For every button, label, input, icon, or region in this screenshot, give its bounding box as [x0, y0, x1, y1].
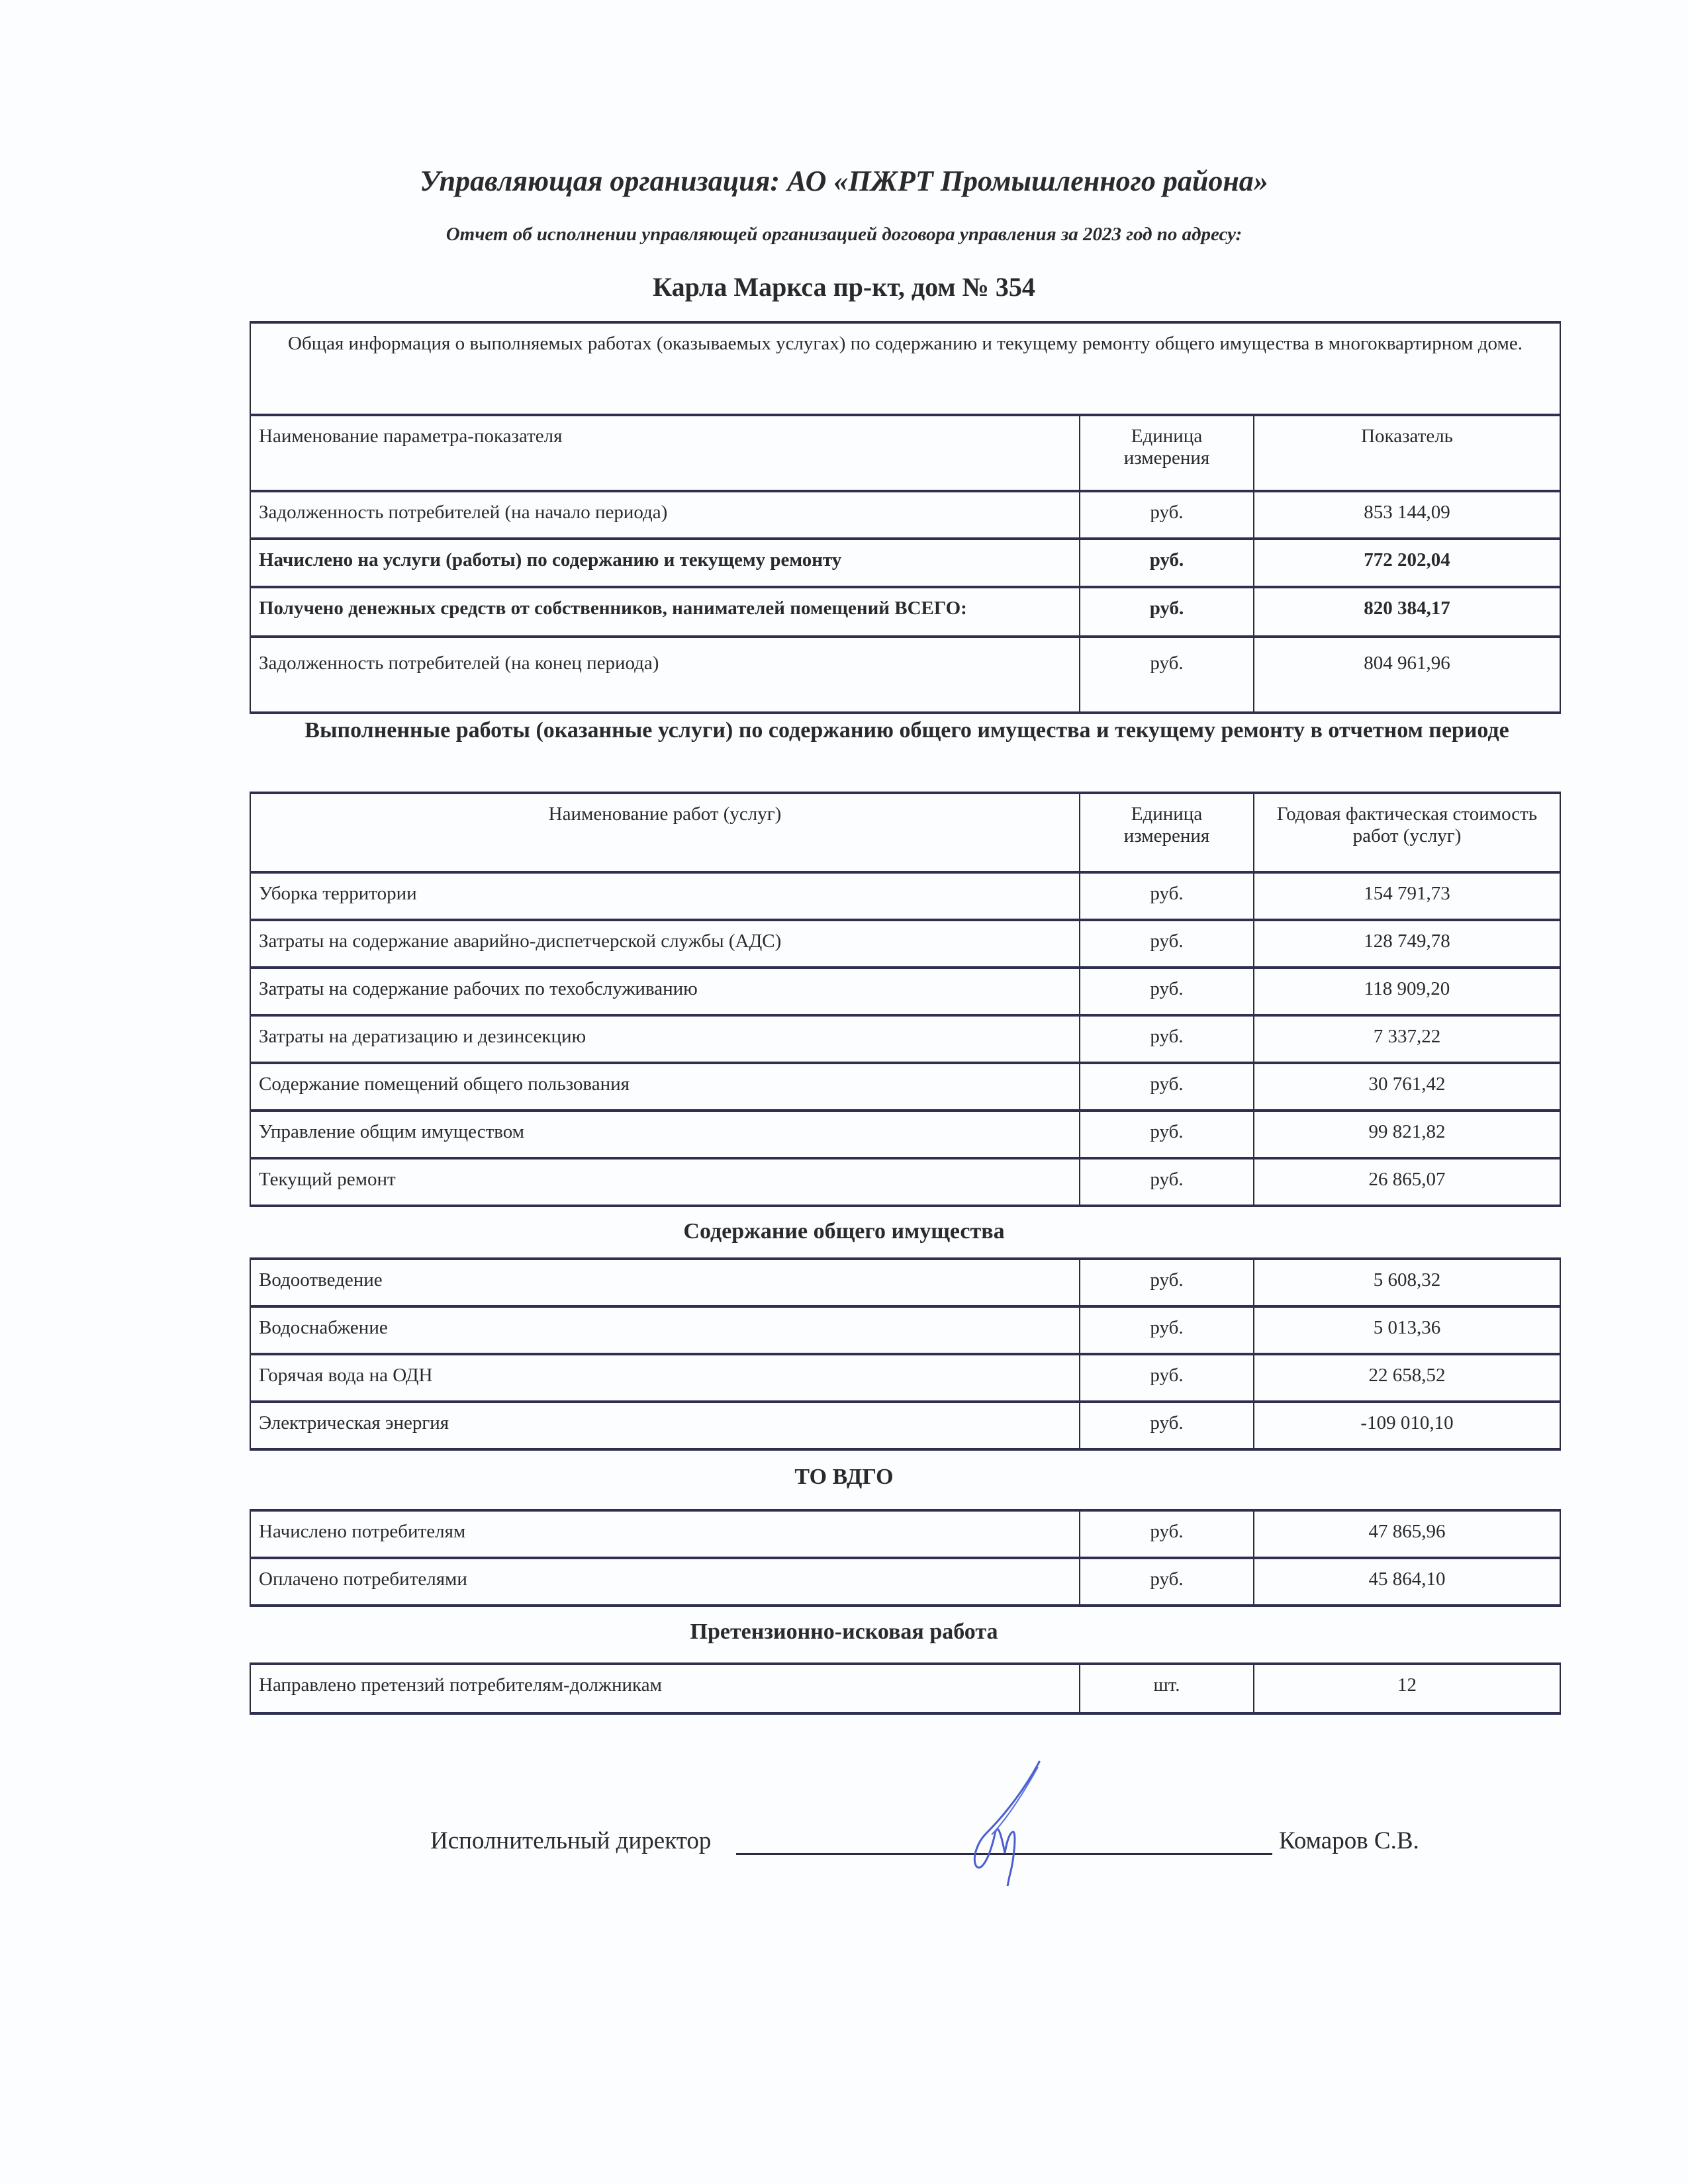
table-row [250, 1158, 1560, 1206]
row-name: Задолженность потребителей (на конец периода) [250, 637, 1080, 713]
row-name: Направлено претензий потребителям-должникам [250, 1664, 1080, 1713]
row-value: 154 791,73 [1254, 872, 1560, 920]
row-unit: руб. [1080, 1510, 1254, 1558]
row-unit: руб. [1080, 1259, 1254, 1306]
claims-table [250, 1662, 1561, 1715]
row-name: Водоотведение [250, 1259, 1080, 1306]
table-row [250, 872, 1560, 920]
row-name: Начислено на услуги (работы) по содержанию и текущему ремонту [250, 539, 1080, 587]
signatory-position: Исполнительный директор [430, 1827, 712, 1854]
table-row [250, 1063, 1560, 1111]
works-heading: Выполненные работы (оказанные услуги) по содержанию общего имущества и текущему ремонту в отчетном периоде [305, 718, 1509, 743]
row-name: Оплачено потребителями [250, 1558, 1080, 1606]
row-unit: руб. [1080, 1111, 1254, 1158]
table-row [250, 1558, 1560, 1606]
table-row [250, 637, 1560, 713]
column-header-value: Показатель [1254, 415, 1560, 491]
table-row [250, 539, 1560, 587]
row-name: Начислено потребителям [250, 1510, 1080, 1558]
table-row [250, 1111, 1560, 1158]
table-row [250, 1664, 1560, 1713]
row-value: 772 202,04 [1254, 539, 1560, 587]
row-unit: руб. [1080, 1402, 1254, 1449]
row-name: Уборка территории [250, 872, 1080, 920]
row-name: Получено денежных средств от собственников, нанимателей помещений ВСЕГО: [250, 587, 1080, 637]
table-row [250, 1259, 1560, 1306]
row-value: 5 013,36 [1254, 1306, 1560, 1354]
signature-block [430, 1827, 1423, 1866]
row-value: 820 384,17 [1254, 587, 1560, 637]
row-name: Электрическая энергия [250, 1402, 1080, 1449]
table-row [250, 1402, 1560, 1449]
row-name: Водоснабжение [250, 1306, 1080, 1354]
works-table [250, 792, 1561, 1207]
row-name: Содержание помещений общего пользования [250, 1063, 1080, 1111]
row-unit: руб. [1080, 1306, 1254, 1354]
general-info-table [250, 321, 1561, 714]
row-value: 853 144,09 [1254, 491, 1560, 539]
row-unit: руб. [1080, 1354, 1254, 1402]
row-name: Задолженность потребителей (на начало периода) [250, 491, 1080, 539]
general-info-title: Общая информация о выполняемых работах (оказываемых услугах) по содержанию и текущему ремонту общего имущества в многоквартирном доме. [250, 322, 1560, 415]
row-value: 99 821,82 [1254, 1111, 1560, 1158]
row-value: 12 [1254, 1664, 1560, 1713]
row-unit: руб. [1080, 872, 1254, 920]
row-unit: руб. [1080, 1015, 1254, 1063]
row-value: 22 658,52 [1254, 1354, 1560, 1402]
report-title: Отчет об исполнении управляющей организацией договора управления за 2023 год по адресу: [445, 224, 1243, 245]
row-name: Затраты на дератизацию и дезинсекцию [250, 1015, 1080, 1063]
row-value: 47 865,96 [1254, 1510, 1560, 1558]
row-name: Горячая вода на ОДН [250, 1354, 1080, 1402]
table-row [250, 1354, 1560, 1402]
table-row [250, 587, 1560, 637]
row-name: Затраты на содержание рабочих по техобслуживанию [250, 968, 1080, 1015]
row-unit: руб. [1080, 1558, 1254, 1606]
row-value: 45 864,10 [1254, 1558, 1560, 1606]
handwritten-signature-icon [940, 1760, 1099, 1886]
common-property-heading: Содержание общего имущества [683, 1219, 1005, 1244]
row-name: Управление общим имуществом [250, 1111, 1080, 1158]
row-value: 118 909,20 [1254, 968, 1560, 1015]
column-header-unit: Единица измерения [1080, 415, 1254, 491]
row-value: 7 337,22 [1254, 1015, 1560, 1063]
row-unit: руб. [1080, 1158, 1254, 1206]
table-row [250, 1015, 1560, 1063]
row-value: 804 961,96 [1254, 637, 1560, 713]
row-unit: руб. [1080, 587, 1254, 637]
table-row [250, 1306, 1560, 1354]
table-row [250, 920, 1560, 968]
row-unit: руб. [1080, 1063, 1254, 1111]
row-unit: руб. [1080, 491, 1254, 539]
table-row [250, 968, 1560, 1015]
row-unit: шт. [1080, 1664, 1254, 1713]
column-header-unit: Единица измерения [1080, 793, 1254, 872]
table-row [250, 491, 1560, 539]
vdgo-table [250, 1509, 1561, 1607]
row-unit: руб. [1080, 968, 1254, 1015]
row-name: Текущий ремонт [250, 1158, 1080, 1206]
claims-heading: Претензионно-исковая работа [690, 1619, 998, 1644]
column-header-annual-cost: Годовая фактическая стоимость работ (услуг) [1254, 793, 1560, 872]
common-property-table [250, 1257, 1561, 1451]
column-header-work-name: Наименование работ (услуг) [250, 793, 1080, 872]
row-unit: руб. [1080, 920, 1254, 968]
row-value: 5 608,32 [1254, 1259, 1560, 1306]
organization-title: Управляющая организация: АО «ПЖРТ Промышленного района» [420, 165, 1268, 197]
row-name: Затраты на содержание аварийно-диспетчерской службы (АДС) [250, 920, 1080, 968]
row-value: 30 761,42 [1254, 1063, 1560, 1111]
row-unit: руб. [1080, 539, 1254, 587]
row-value: 128 749,78 [1254, 920, 1560, 968]
row-value: -109 010,10 [1254, 1402, 1560, 1449]
signatory-name: Комаров С.В. [1279, 1827, 1419, 1854]
vdgo-heading: ТО ВДГО [794, 1465, 894, 1489]
row-unit: руб. [1080, 637, 1254, 713]
address: Карла Маркса пр-кт, дом № 354 [653, 272, 1035, 302]
table-row [250, 1510, 1560, 1558]
row-value: 26 865,07 [1254, 1158, 1560, 1206]
column-header-parameter: Наименование параметра-показателя [250, 415, 1080, 491]
